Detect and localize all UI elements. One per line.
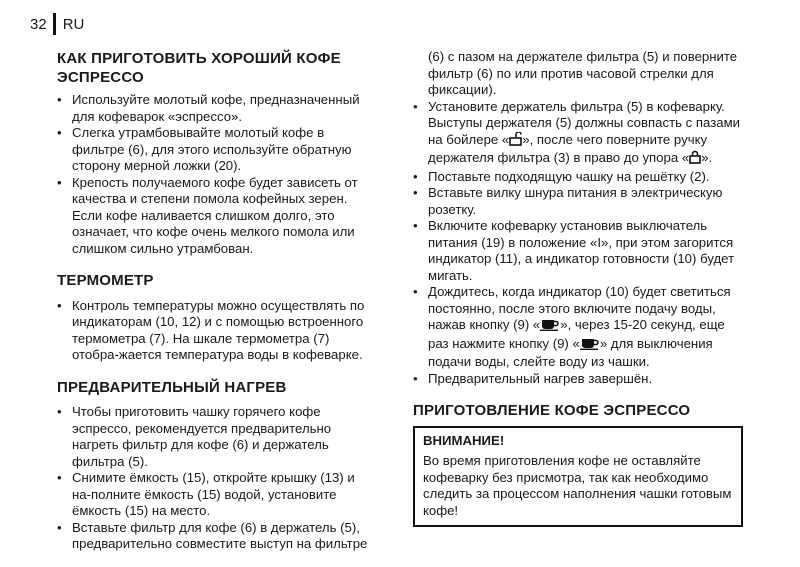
- preheat-list: [57, 404, 377, 553]
- unlock-icon: [509, 132, 522, 151]
- right-column: [413, 49, 743, 527]
- title-line-1: КАК ПРИГОТОВИТЬ ХОРОШИЙ КОФЕ: [57, 50, 341, 67]
- lock-icon: [689, 150, 701, 169]
- section-title-espresso-prep: ПРИГОТОВЛЕНИЕ КОФЕ ЭСПРЕССО: [413, 402, 691, 419]
- continued-text: (6) с пазом на держателе фильтра (5) и поверните фильтр (6) по или против часовой стрелки для фиксации).: [428, 49, 738, 97]
- list-item: • Крепость получаемого кофе будет зависеть от качества и степени помола кофейных зерен. Если кофе наливается слишком долго, это означает, что кофе очень мелкого помола или слишком сильно утрамбован.: [57, 175, 377, 258]
- list-item: • Включите кофеварку установив выключатель питания (19) в положение «I», при этом загорится индикатор (11), а индикатор готовности (10) будет мигать.: [413, 218, 743, 284]
- list-item: • Предварительный нагрев завершён.: [413, 371, 743, 388]
- list-item: • Установите держатель фильтра (5) в кофеварку. Выступы держателя (5) должны совпасть с пазами на бойлере « », после чего поверните ручку держателя фильтра (3) в право до упора « ».: [413, 99, 743, 169]
- page-header: [30, 13, 84, 35]
- list-item: • Вставьте вилку шнура питания в электрическую розетку.: [413, 185, 743, 218]
- section-good-espresso: [57, 50, 377, 257]
- thermometer-list: [57, 298, 377, 364]
- list-item: • Снимите ёмкость (15), откройте крышку (13) и на-полните ёмкость (15) водой, установите ёмкость (15) на место.: [57, 470, 377, 520]
- list-item: • Поставьте подходящую чашку на решётку (2).: [413, 169, 743, 186]
- list-item: • Чтобы приготовить чашку горячего кофе эспрессо, рекомендуется предварительно нагреть фильтр для кофе (6) и держатель фильтра (5).: [57, 404, 377, 470]
- preheat-list-continued: [413, 99, 743, 388]
- coffee-cup-icon: [580, 337, 600, 355]
- list-item: • Дождитесь, когда индикатор (10) будет светиться постоянно, после этого включите подачу воды, нажав кнопку (9) « », через 15-20 секунд, еще раз нажмите кнопку (9) « » для выключения подачи воды, слейте воду из чашки.: [413, 284, 743, 371]
- header-divider: [53, 13, 56, 35]
- page-number: 32: [30, 15, 47, 33]
- warning-text: Во время приготовления кофе не оставляйте кофеварку без присмотра, так как необходимо следить за процессом наполнения чашки готовым кофе!: [423, 453, 732, 518]
- section-title-preheat: ПРЕДВАРИТЕЛЬНЫЙ НАГРЕВ: [57, 378, 287, 396]
- section-preheat: [57, 379, 377, 553]
- section-title-good-espresso: [57, 50, 377, 87]
- good-espresso-list: [57, 92, 377, 257]
- list-item: • Вставьте фильтр для кофе (6) в держатель (5), предварительно совместите выступ на фильтре: [57, 520, 377, 553]
- language-code: RU: [62, 15, 85, 33]
- title-line-2: ЭСПРЕССО: [57, 68, 144, 86]
- section-thermometer: [57, 272, 377, 364]
- left-column: [57, 50, 377, 553]
- coffee-cup-icon: [540, 318, 560, 336]
- list-item: • Слегка утрамбовывайте молотый кофе в фильтре (6), для этого используйте обратную сторону мерной ложки (20).: [57, 125, 377, 175]
- warning-title: ВНИМАНИЕ!: [423, 432, 505, 448]
- warning-box: [413, 426, 743, 528]
- list-item: • Используйте молотый кофе, предназначенный для кофеварок «эспрессо».: [57, 92, 377, 125]
- section-title-thermometer: ТЕРМОМЕТР: [57, 272, 154, 289]
- list-item: • Контроль температуры можно осуществлять по индикаторам (10, 12) и с помощью встроенного термометра (7). На шкале термометра (7) отобра-жается температура воды в кофеварке.: [57, 298, 377, 364]
